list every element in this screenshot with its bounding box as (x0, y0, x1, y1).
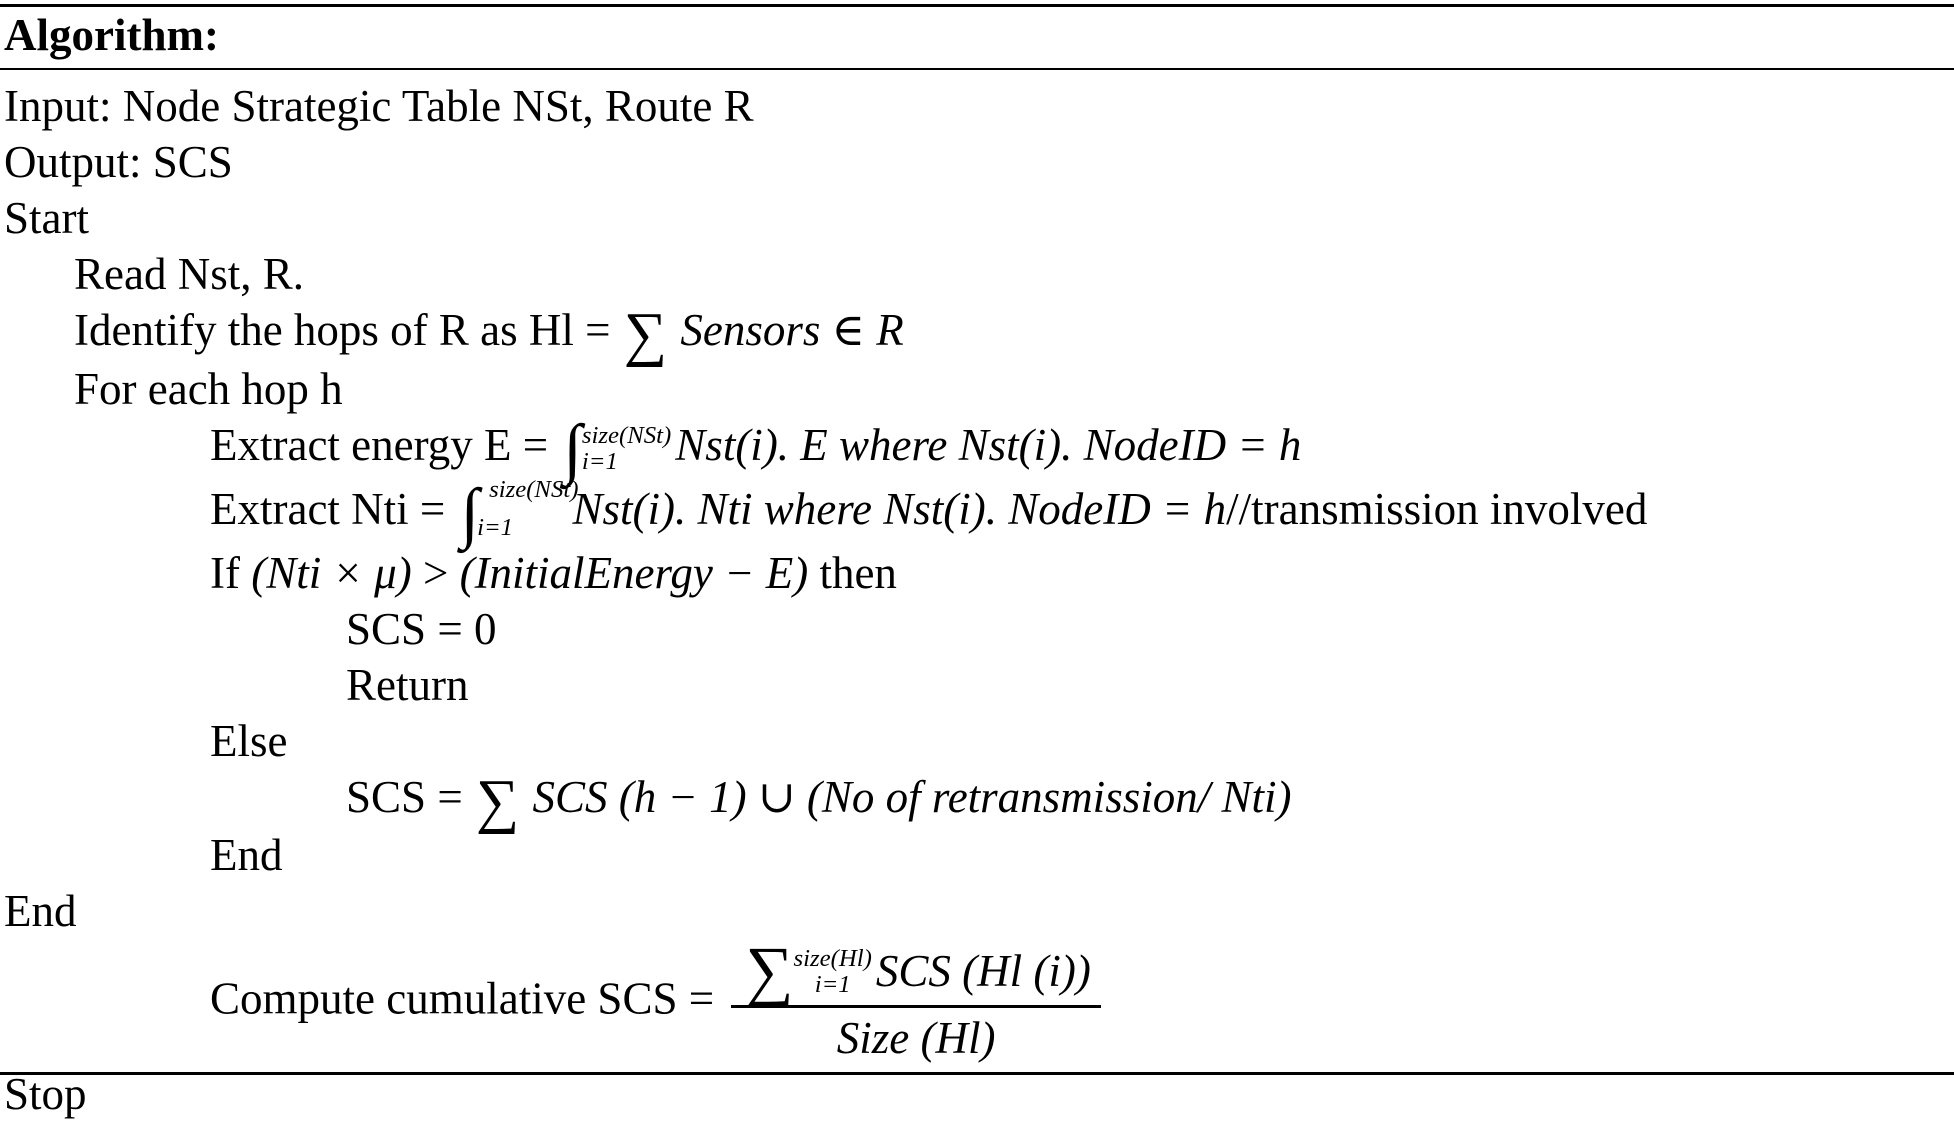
lower-limit: i=1 (581, 448, 618, 476)
math-text: Size (Hl) (836, 1013, 996, 1064)
sum-operator (745, 933, 872, 1009)
text-segment: Extract energy E = (210, 419, 560, 470)
algorithm-line (0, 248, 1954, 301)
text-segment: then (808, 547, 897, 598)
algorithm-line (0, 829, 1954, 882)
text-segment: Extract Nti = (210, 483, 457, 534)
text-segment: End (210, 830, 283, 881)
math-text: Nst(i). E where Nst(i). NodeID = h (675, 419, 1302, 470)
operator-limits (794, 946, 872, 998)
math-text: (No of retransmission/ Nti) (795, 772, 1292, 823)
algorithm-line (0, 547, 1954, 600)
upper-limit: size(NSt) (489, 476, 579, 504)
upper-limit: size(NSt) (581, 422, 672, 450)
text-segment: Output: SCS (4, 137, 233, 188)
text-segment: ∪ (757, 772, 796, 823)
integral-operator (563, 410, 672, 486)
fraction (731, 933, 1100, 1065)
algorithm-line (0, 659, 1954, 712)
algorithm-line (0, 715, 1954, 768)
text-segment: For each hop h (74, 363, 343, 414)
integral-symbol: ∫ (563, 410, 582, 486)
algorithm-figure (0, 4, 1954, 1120)
algorithm-line (0, 767, 1954, 835)
text-segment: Identify the hops of R as Hl = (74, 305, 622, 356)
algorithm-body (0, 70, 1954, 1121)
algorithm-line (0, 300, 1954, 368)
math-text: SCS (Hl (i)) (875, 946, 1091, 997)
algorithm-line (0, 192, 1954, 245)
sum-symbol: ∑ (475, 767, 520, 835)
math-text: (InitialEnergy − E) (459, 547, 809, 598)
text-segment: //transmission involved (1226, 483, 1648, 534)
bottom-rule (0, 1072, 1954, 1075)
algorithm-line (0, 136, 1954, 189)
algorithm-line (0, 1068, 1954, 1121)
math-text: SCS (h − 1) (521, 772, 758, 823)
algorithm-header (0, 7, 1954, 68)
text-segment: SCS = (346, 772, 474, 823)
text-segment: > (411, 547, 460, 598)
lower-limit: i=1 (814, 970, 851, 998)
fraction-denominator (837, 1008, 996, 1065)
text-segment: SCS = 0 (346, 603, 497, 654)
integral-operator (460, 475, 579, 550)
text-segment: If (210, 547, 252, 598)
text-segment: Stop (4, 1069, 87, 1120)
sum-symbol: ∑ (745, 933, 794, 1009)
text-segment: Input: Node Strategic Table NSt, Route R (4, 81, 754, 132)
operator-limits (477, 476, 579, 542)
upper-limit: size(Hl) (793, 944, 872, 972)
text-segment: Return (346, 659, 469, 710)
text-segment: Else (210, 716, 288, 767)
algorithm-line (0, 603, 1954, 656)
text-segment: End (4, 886, 77, 937)
fraction-numerator (731, 933, 1100, 1009)
algorithm-title: Algorithm: (4, 10, 219, 60)
math-text: R (876, 305, 904, 356)
text-segment: Compute cumulative SCS = (210, 973, 726, 1024)
math-text: (Nti × μ) (251, 547, 412, 598)
operator-limits (582, 423, 671, 475)
text-segment: Read Nst, R. (74, 249, 304, 300)
algorithm-line (0, 885, 1954, 938)
sum-symbol: ∑ (623, 300, 668, 368)
text-segment: ∈ (820, 305, 877, 356)
algorithm-line (0, 80, 1954, 133)
algorithm-line (0, 410, 1954, 486)
text-segment: Start (4, 193, 89, 244)
algorithm-line (0, 363, 1954, 416)
math-text: Nst(i). Nti where Nst(i). NodeID = h (572, 483, 1227, 534)
integral-symbol: ∫ (460, 475, 480, 550)
algorithm-line (0, 475, 1954, 550)
math-text: Sensors (669, 305, 821, 356)
algorithm-line (0, 933, 1954, 1065)
lower-limit: i=1 (477, 514, 514, 542)
